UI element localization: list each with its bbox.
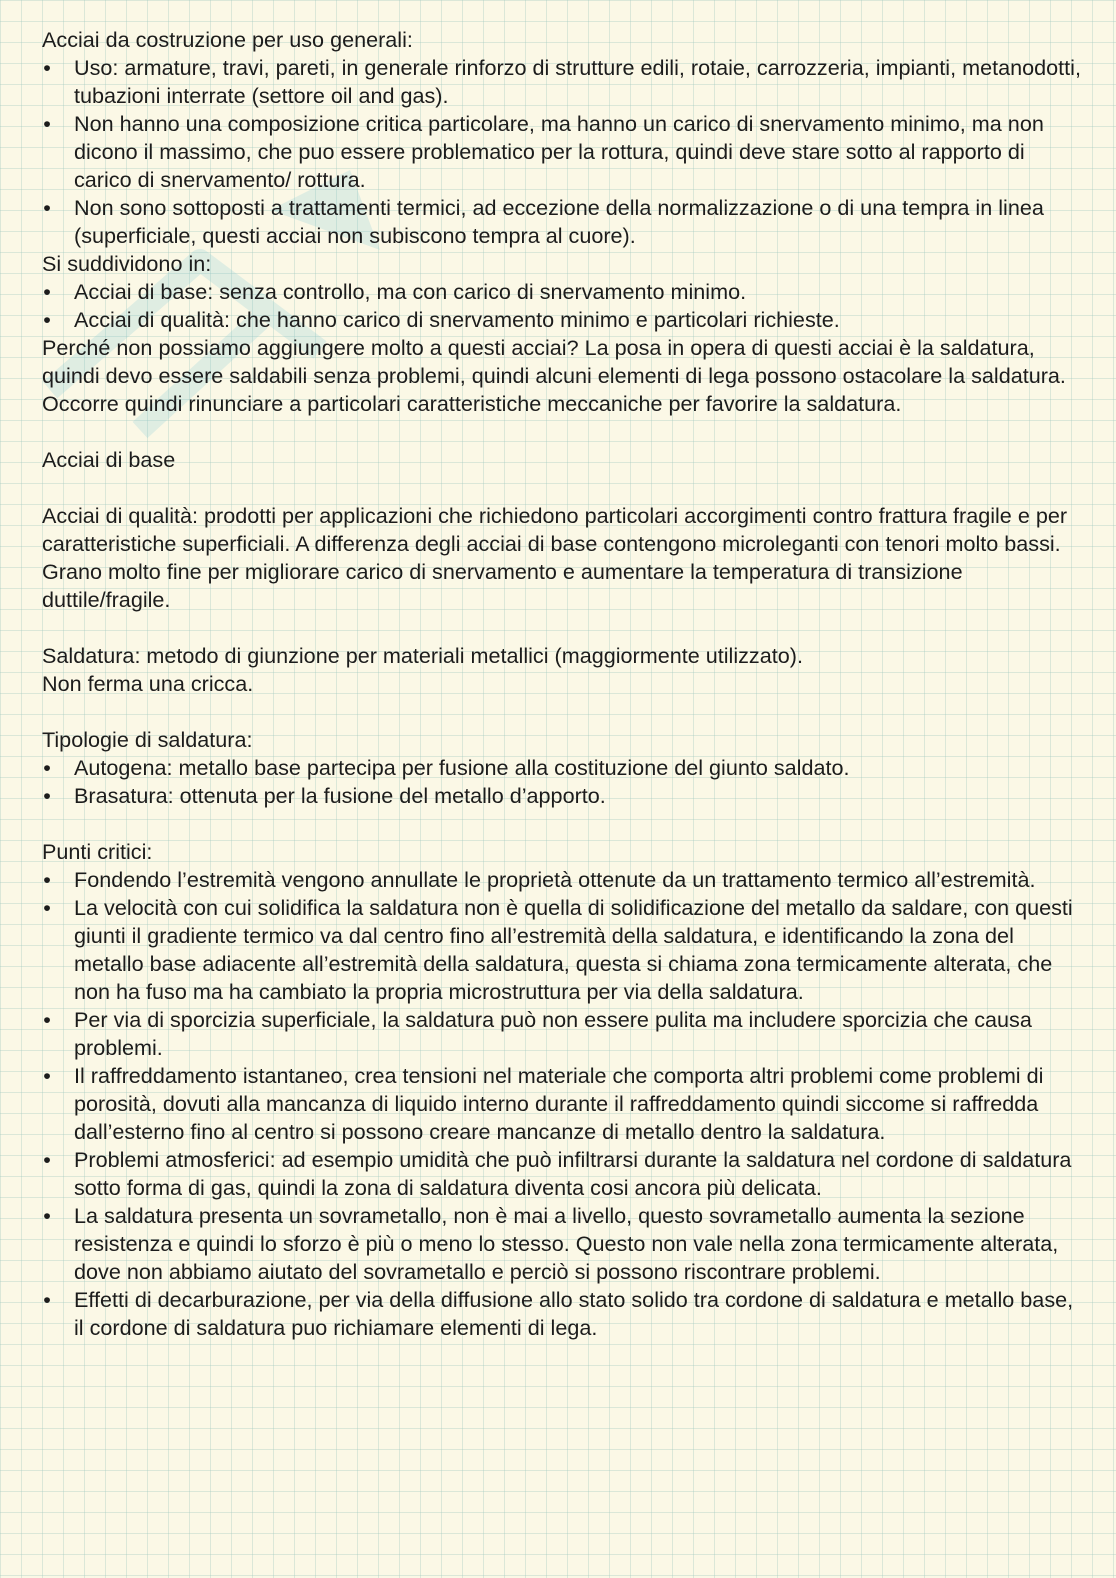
document-page <box>42 26 1088 1342</box>
subtitle-suddivisione: Si suddividono in: <box>42 251 212 276</box>
paragraph-acciai-qualita: Acciai di qualità: prodotti per applicazioni che richiedono particolari accorgimenti contro frattura fragile e per caratteristiche superficiali. A differenza degli acciai di base contengono microleganti con tenori molto bassi. <box>42 503 1068 556</box>
bullet-list-suddivisione <box>42 278 1088 334</box>
paragraph-saldatura-cricca: Non ferma una cricca. <box>42 671 254 696</box>
list-item: • La saldatura presenta un sovrametallo, non è mai a livello, questo sovrametallo aumenta la sezione resistenza e quindi lo sforzo è più o meno lo stesso. Questo non vale nella zona termicamente alterata, dove non abbiamo aiutato del sovrametallo e perciò si possono riscontrare problemi. <box>42 1202 1088 1286</box>
paragraph-saldatura-definizione: Saldatura: metodo di giunzione per materiali metallici (maggiormente utilizzato). <box>42 643 803 668</box>
list-item: • Per via di sporcizia superficiale, la saldatura può non essere pulita ma includere sporcizia che causa problemi. <box>42 1006 1088 1062</box>
list-item: • Acciai di qualità: che hanno carico di snervamento minimo e particolari richieste. <box>42 306 1088 334</box>
list-item: • Non hanno una composizione critica particolare, ma hanno un carico di snervamento minimo, ma non dicono il massimo, che puo essere problematico per la rottura, quindi deve stare sotto al rapporto di carico di snervamento/ rottura. <box>42 110 1088 194</box>
section-title-punti-critici: Punti critici: <box>42 839 153 864</box>
list-item: • Problemi atmosferici: ad esempio umidità che può infiltrarsi durante la saldatura nel cordone di saldatura sotto forma di gas, quindi la zona di saldatura diventa cosi ancora più delicata. <box>42 1146 1088 1202</box>
section-title-acciai-base: Acciai di base <box>42 447 176 472</box>
bullet-list-tipologie <box>42 754 1088 810</box>
bullet-list-punti-critici <box>42 866 1088 1342</box>
paragraph-saldabilita: Perché non possiamo aggiungere molto a questi acciai? La posa in opera di questi acciai è la saldatura, quindi devo essere saldabili senza problemi, quindi alcuni elementi di lega possono ostacolare la saldatura. Occorre quindi rinunciare a particolari caratteristiche meccaniche per favorire la saldatura. <box>42 335 1066 416</box>
paragraph-grano-fine: Grano molto fine per migliorare carico di snervamento e aumentare la temperatura di transizione duttile/fragile. <box>42 559 963 612</box>
bullet-list-acciai-costruzione <box>42 54 1088 250</box>
list-item: • Non sono sottoposti a trattamenti termici, ad eccezione della normalizzazione o di una tempra in linea (superficiale, questi acciai non subiscono tempra al cuore). <box>42 194 1088 250</box>
list-item: • Uso: armature, travi, pareti, in generale rinforzo di strutture edili, rotaie, carrozzeria, impianti, metanodotti, tubazioni interrate (settore oil and gas). <box>42 54 1088 110</box>
list-item: • Autogena: metallo base partecipa per fusione alla costituzione del giunto saldato. <box>42 754 1088 782</box>
list-item: • Effetti di decarburazione, per via della diffusione allo stato solido tra cordone di saldatura e metallo base, il cordone di saldatura puo richiamare elementi di lega. <box>42 1286 1088 1342</box>
list-item: • Brasatura: ottenuta per la fusione del metallo d’apporto. <box>42 782 1088 810</box>
section-title-tipologie: Tipologie di saldatura: <box>42 727 253 752</box>
list-item: • Il raffreddamento istantaneo, crea tensioni nel materiale che comporta altri problemi come problemi di porosità, dovuti alla mancanza di liquido interno durante il raffreddamento quindi siccome si raffredda dall’esterno fino al centro si possono creare mancanze di metallo dentro la saldatura. <box>42 1062 1088 1146</box>
section-title-acciai-costruzione: Acciai da costruzione per uso generali: <box>42 27 413 52</box>
list-item: • Acciai di base: senza controllo, ma con carico di snervamento minimo. <box>42 278 1088 306</box>
list-item: • Fondendo l’estremità vengono annullate le proprietà ottenute da un trattamento termico all’estremità. <box>42 866 1088 894</box>
list-item: • La velocità con cui solidifica la saldatura non è quella di solidificazione del metallo da saldare, con questi giunti il gradiente termico va dal centro fino all’estremità della saldatura, e identificando la zona del metallo base adiacente all’estremità della saldatura, questa si chiama zona termicamente alterata, che non ha fuso ma ha cambiato la propria microstruttura per via della saldatura. <box>42 894 1088 1006</box>
